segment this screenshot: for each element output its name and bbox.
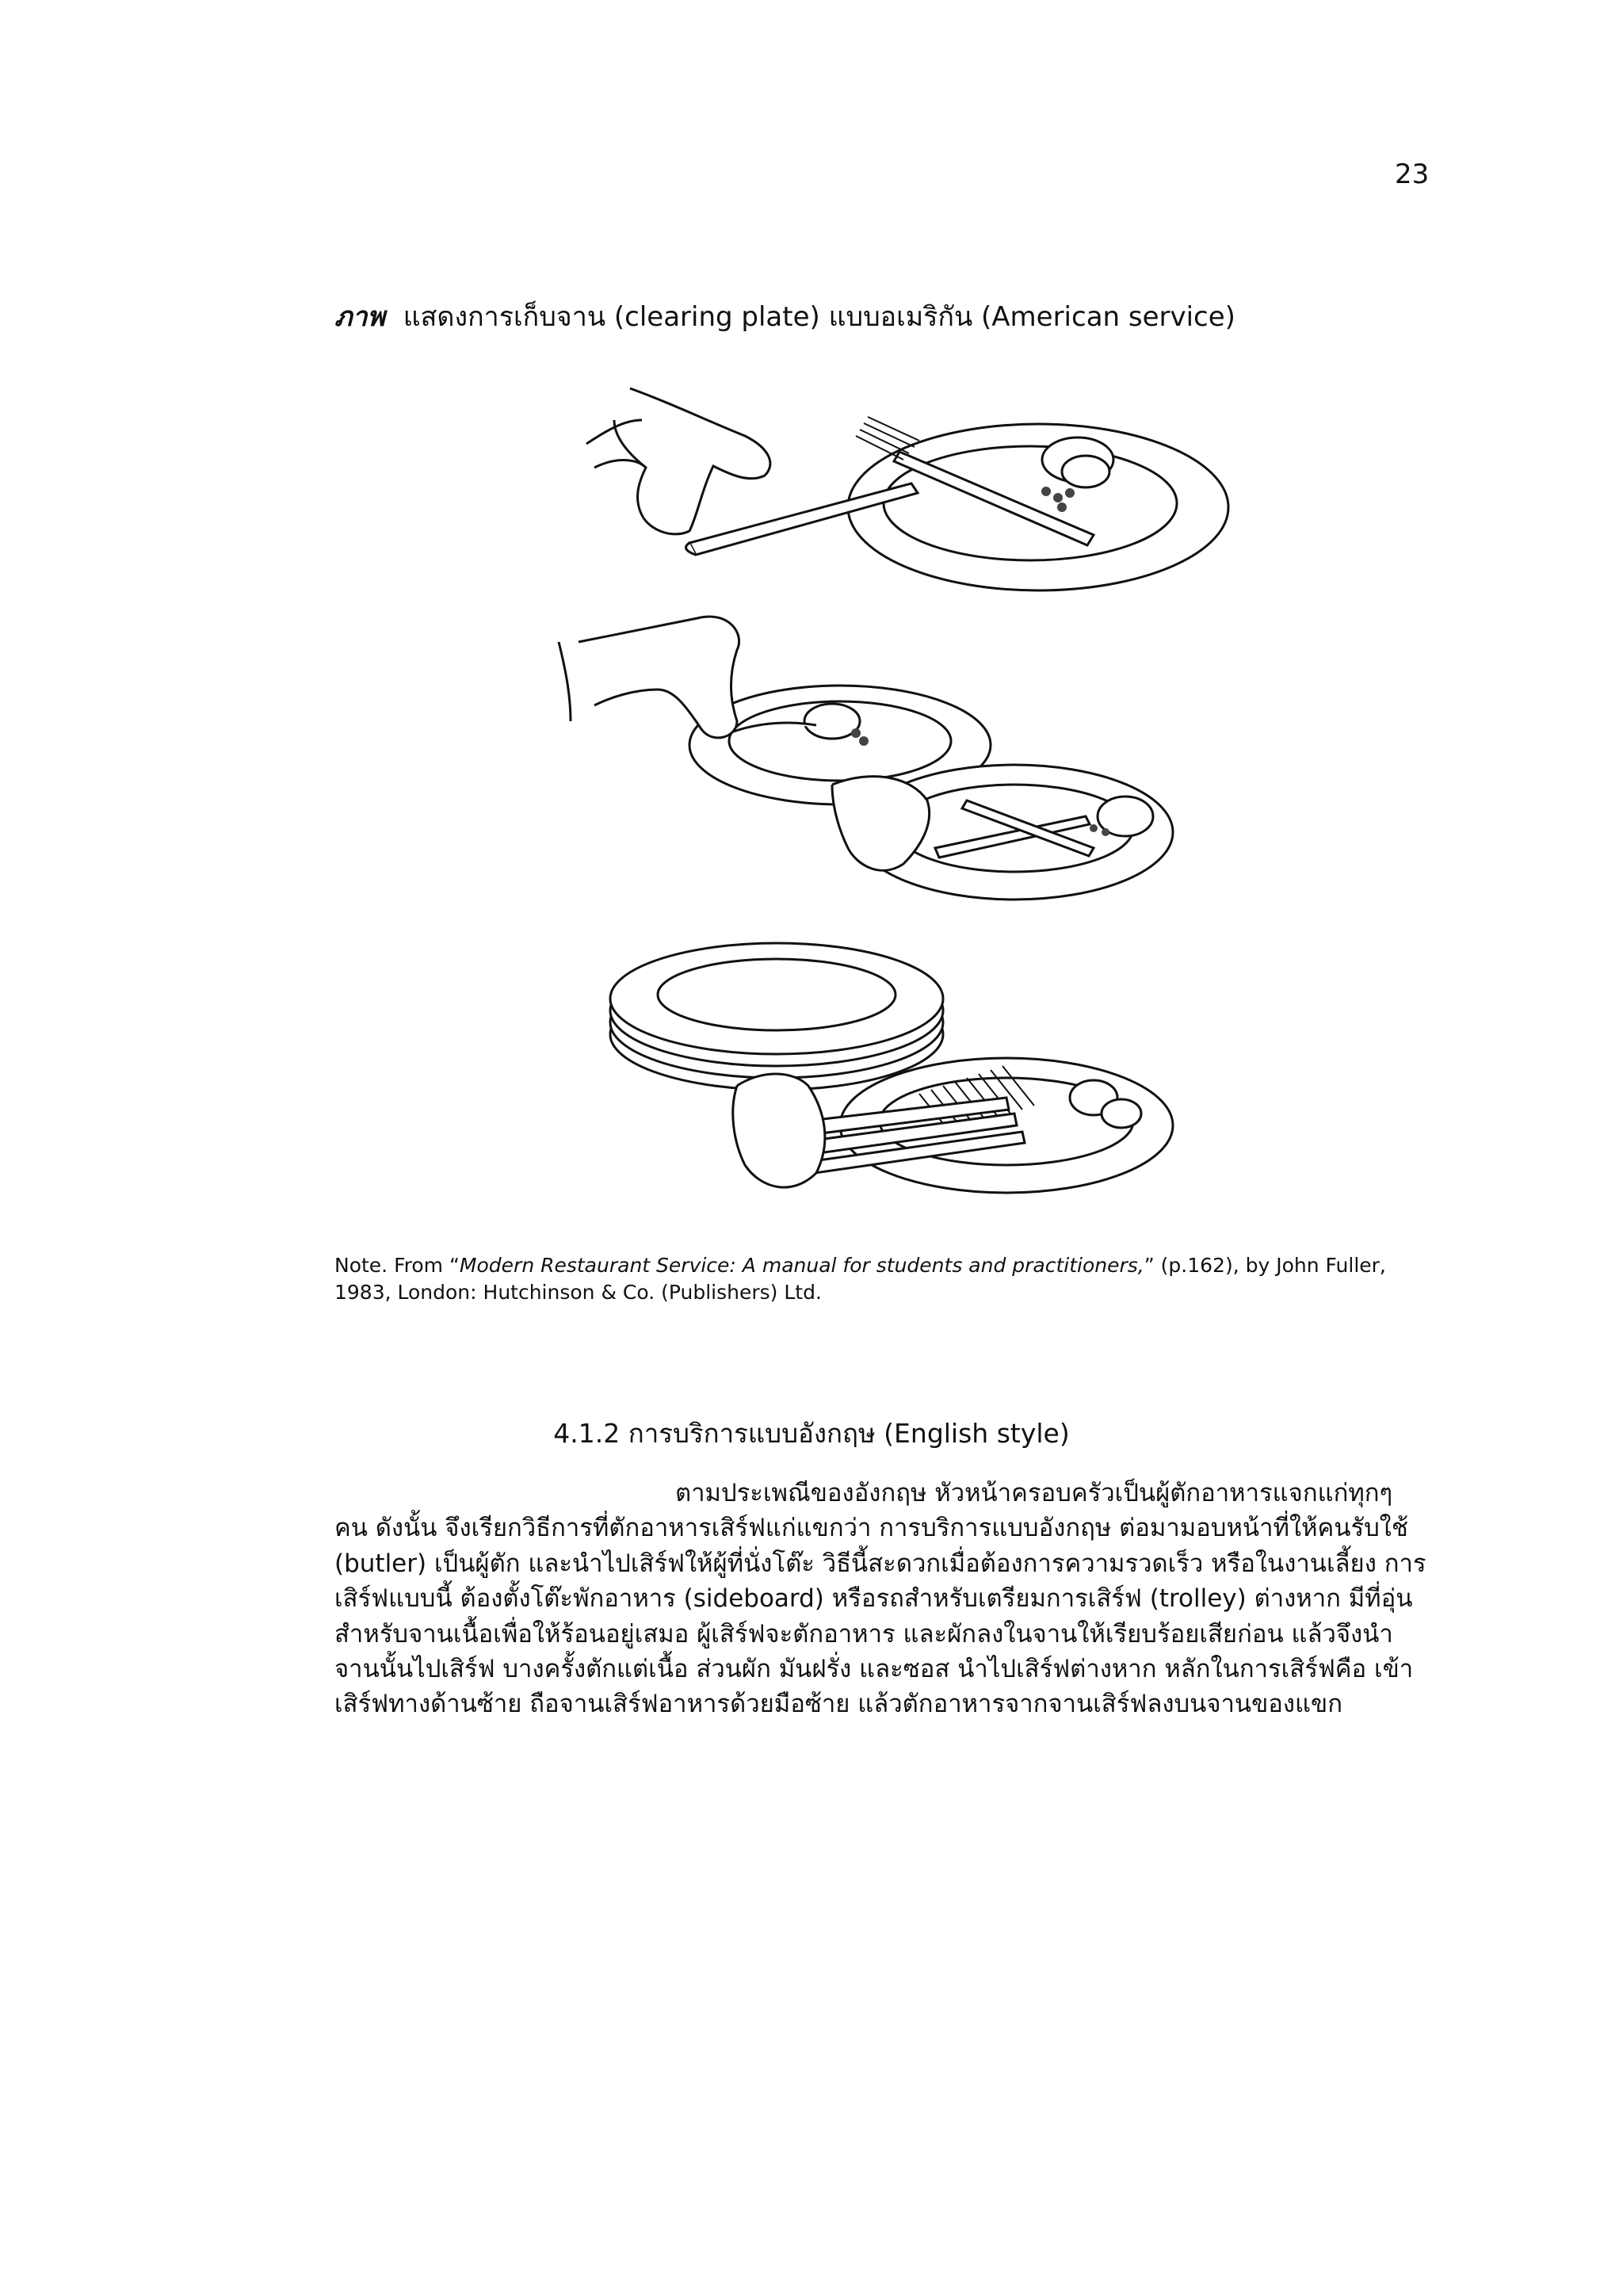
note-suffix: ” (p.162), by John Fuller, 1983, London: Hutchinson & Co. (Publishers) Ltd. bbox=[334, 1254, 1386, 1304]
note-book-title: Modern Restaurant Service: A manual for students and practitioners, bbox=[459, 1254, 1144, 1277]
page-number: 23 bbox=[1395, 159, 1430, 190]
section-heading: 4.1.2 การบริการแบบอังกฤษ (English style) bbox=[553, 1418, 1070, 1449]
note-prefix: Note. From “ bbox=[334, 1254, 460, 1277]
plate-with-cutlery-drawing bbox=[586, 388, 1228, 590]
figure-source-note bbox=[334, 1252, 1428, 1306]
body-paragraph bbox=[334, 1476, 1428, 1722]
figure-caption-text: แสดงการเก็บจาน (clearing plate) แบบอเมริกัน (American service) bbox=[403, 301, 1235, 333]
stacking-plates-drawing bbox=[559, 617, 1173, 900]
plate-stack-drawing bbox=[610, 943, 1173, 1193]
figure-label: ภาพ bbox=[334, 301, 385, 333]
clearing-plates-illustration bbox=[539, 372, 1236, 1228]
figure-caption bbox=[334, 295, 1235, 338]
body-paragraph-text: ตามประเพณีของอังกฤษ หัวหน้าครอบครัวเป็นผู้ตักอาหารแจกแก่ทุกๆ คน ดังนั้น จึงเรียกวิธีการที่ตักอาหารเสิร์ฟแก่แขกว่า การบริการแบบอังกฤษ ต่อมามอบหน้าที่ให้คนรับใช้ (butler) เป็นผู้ตัก และนำไปเสิร์ฟให้ผู้ที่นั่งโต๊ะ วิธีนี้สะดวกเมื่อต้องการความรวดเร็ว หรือในงานเลี้ยง การเสิร์ฟแบบนี้ ต้องตั้งโต๊ะพักอาหาร (sideboard) หรือรถสำหรับเตรียมการเสิร์ฟ (trolley) ต่างหาก มีที่อุ่นสำหรับจานเนื้อเพื่อให้ร้อนอยู่เสมอ ผู้เสิร์ฟจะตักอาหาร และผักลงในจานให้เรียบร้อยเสียก่อน แล้วจึงนำจานนั้นไปเสิร์ฟ บางครั้งตักแต่เนื้อ ส่วนผัก มันฝรั่ง และซอส นำไปเสิร์ฟต่างหาก หลักในการเสิร์ฟคือ เข้าเสิร์ฟทางด้านซ้าย ถือจานเสิร์ฟอาหารด้วยมือซ้าย แล้วตักอาหารจากจานเสิร์ฟลงบนจานของแขก bbox=[334, 1479, 1426, 1719]
